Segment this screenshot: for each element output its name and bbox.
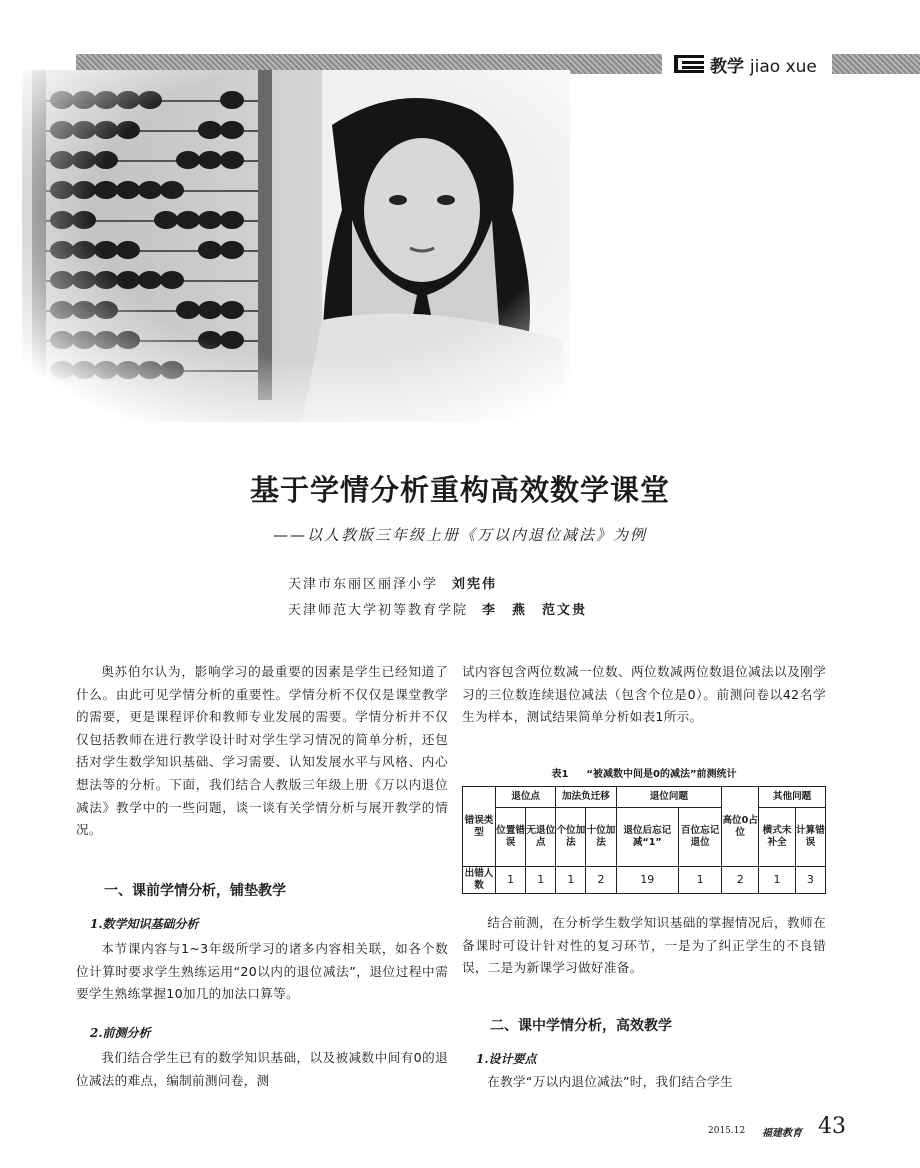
table-cell: 2 <box>722 867 759 894</box>
table-group-header: 高位0占位 <box>722 787 759 867</box>
table-row <box>463 867 826 894</box>
design-paragraph <box>462 1071 826 1094</box>
table-number: 表1 <box>551 769 569 780</box>
table-title: “被减数中间是0的减法”前测统计 <box>586 769 737 780</box>
author-org: 天津市东丽区丽泽小学 <box>288 577 439 592</box>
section-label-pinyin: jiao xue <box>749 57 817 77</box>
pretest-continued-paragraph <box>462 661 826 729</box>
pretest-text: 我们结合学生已有的数学知识基础，以及被减数中间有0的退位减法的难点，编制前测问卷，测 <box>76 1050 448 1088</box>
after-table-paragraph <box>462 912 826 980</box>
author-line-2 <box>288 599 587 618</box>
table-row-header: 错误类型 <box>463 787 496 867</box>
journal-name: 福建教育 <box>762 1128 802 1139</box>
table-subheader: 十位加法 <box>586 808 616 867</box>
table-count-label: 出错人数 <box>463 867 496 894</box>
article-subtitle: ——以人教版三年级上册《万以内退位减法》为例 <box>272 526 647 544</box>
table-cell: 1 <box>679 867 722 894</box>
table-group-header: 其他问题 <box>759 787 826 808</box>
table-cell: 3 <box>795 867 825 894</box>
table-cell: 1 <box>496 867 526 894</box>
table-group-header: 退位问题 <box>616 787 722 808</box>
table-subheader: 位置错误 <box>496 808 526 867</box>
section-label <box>710 52 817 77</box>
pretest-paragraph <box>76 1045 448 1092</box>
section-logo-icon <box>674 55 704 73</box>
subheading-knowledge: 1.数学知识基础分析 <box>90 917 199 931</box>
issue-date: 2015.12 <box>708 1126 746 1136</box>
knowledge-paragraph <box>76 938 448 1006</box>
table-group-header: 加法负迁移 <box>556 787 616 808</box>
abacus-child-photo <box>22 70 570 422</box>
page-number: 43 <box>818 1114 846 1139</box>
table-subheader: 计算错误 <box>795 808 825 867</box>
table-cell: 1 <box>556 867 586 894</box>
author-names: 李 燕 范文贵 <box>482 603 588 618</box>
table-subheader: 退位后忘记减“1” <box>616 808 678 867</box>
table-caption <box>462 765 826 780</box>
table-subheader: 无退位点 <box>526 808 556 867</box>
pretest-statistics-table <box>462 786 826 894</box>
intro-text: 奥苏伯尔认为，影响学习的最重要的因素是学生已经知道了什么。由此可见学情分析的重要性。学情分析不仅仅是课堂教学的需要，更是课程评价和教师专业发展的需要。学情分析并不仅仅包括教师在进行教学设计时对学生学习情况的简单分析，还包括对学生数学知识基础、学习需要、认知发展水平与风格、内心想法等的分析。下面，我们结合人教版三年级上册《万以内退位减法》教学中的一些问题，谈一谈有关学情分析与展开教学的情况。 <box>76 664 448 838</box>
knowledge-text: 本节课内容与1~3年级所学习的诸多内容相关联，如各个数位计算时要求学生熟练运用“20以内的退位减法”，退位过程中需要学生熟练掌握10加几的加法口算等。 <box>76 941 448 1002</box>
table-group-header: 退位点 <box>496 787 556 808</box>
subheading-pretest: 2.前测分析 <box>90 1026 151 1040</box>
author-org: 天津师范大学初等教育学院 <box>288 603 469 618</box>
table-subheader-row <box>463 808 826 867</box>
table-cell: 1 <box>526 867 556 894</box>
table-subheader: 横式未补全 <box>759 808 796 867</box>
subheading-design: 1.设计要点 <box>476 1052 537 1066</box>
section-label-cn: 教学 <box>710 57 744 77</box>
design-text: 在教学“万以内退位减法”时，我们结合学生 <box>487 1074 733 1089</box>
author-names: 刘宪伟 <box>452 577 498 592</box>
table-header-row <box>463 787 826 808</box>
article-title: 基于学情分析重构高效数学课堂 <box>249 473 670 507</box>
after-table-text: 结合前测，在分析学生数学知识基础的掌握情况后，教师在备课时可设计针对性的复习环节，一是为了纠正学生的不良错误，二是为新课学习做好准备。 <box>462 915 826 976</box>
table-subheader: 百位忘记退位 <box>679 808 722 867</box>
section-heading-2: 二、课中学情分析，高效教学 <box>490 1018 672 1034</box>
section-heading-1: 一、课前学情分析，铺垫教学 <box>104 883 286 899</box>
intro-paragraph <box>76 661 448 842</box>
header-band-right <box>832 54 920 74</box>
table-cell: 1 <box>759 867 796 894</box>
table-cell: 19 <box>616 867 678 894</box>
table-subheader: 个位加法 <box>556 808 586 867</box>
table-cell: 2 <box>586 867 616 894</box>
pretest-continued-text: 试内容包含两位数减一位数、两位数减两位数退位减法以及刚学习的三位数连续退位减法（包含个位是0）。前测问卷以42名学生为样本，测试结果简单分析如表1所示。 <box>462 664 826 725</box>
author-line-1 <box>288 573 497 592</box>
